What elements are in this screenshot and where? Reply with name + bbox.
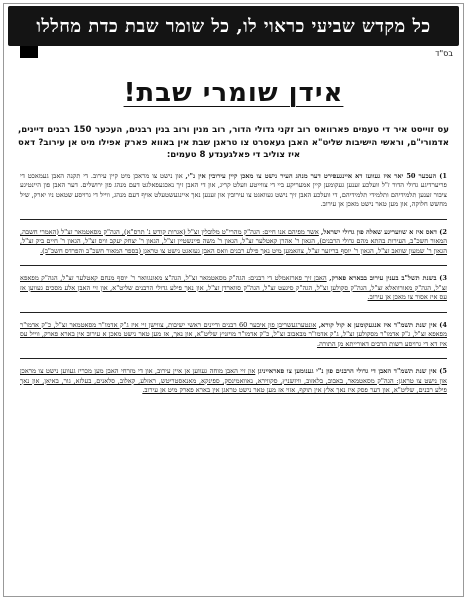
paragraph-2-lead: 2) דאס איז א שוועריגע שאלה פון גדולי ישראל, — [320, 227, 447, 236]
paragraph-3 — [20, 274, 447, 303]
divider-3 — [20, 312, 447, 313]
divider-4 — [20, 358, 447, 359]
paragraph-2 — [20, 228, 447, 257]
black-sticker — [20, 46, 38, 58]
paragraph-5-text: און זיי האבן מוחה געווען אן איין עירוב, און די מזרחי האבן מען מכריז געווען נישט צו מראכן און נישט צו טראגן: הגה"ק מסאטמאר, באבוב, בלאזוב, וויזשניץ, סקווירא, נאוואמינסק, ספינקא, מאנאסטריטש, ראזלע, קאלוב, סלאנים, בעלזא, גור, באיאן, און נאך פילע רבנים, שליט"א, און דער פסק איז נאך אלץ אין תוקף, אזוי אז מען טאר נישט טראגן אין בארא פארק מיט אן עירוב. — [20, 367, 447, 394]
paragraph-1 — [20, 172, 447, 210]
paragraph-3-lead: 3) בשנת תשל"ב בענין עירוב בבארא פארק, — [329, 274, 447, 282]
paragraph-3-text: האבן זיך פארזאמלט די רבנים: הגה"ק מסאטמאר זצ"ל, הגה"צ מאונגוואר ר' יוסף מנחם קאטלער זצ"ל, הגה"ק מפאפא זצ"ל, הגה"ק מאורוואלא זצ"ל, הגה"ק סקולען זצ"ל, הגה"ק סיגעט זצ"ל, הגה"ק סווארדן זצ"ל, און נאך פילע גדולי הרבנים שליט"א, און זיי האבן אלע מסכים געווען אז עס איז אסור צו מאכן אן עירוב. — [20, 274, 447, 301]
divider-1 — [20, 219, 447, 220]
paragraph-5-lead: 5) אין שנת תשמ"ד האבן די גדולי הרבנים פון נ"י גענומען צו פאראייניגן — [257, 367, 447, 375]
header-banner — [8, 6, 459, 46]
header-banner-text: כל מקדש שביעי כראוי לו, כל שומר שבת כדת מחללו — [36, 15, 431, 37]
paragraph-4-text: אונטערגעשריבן פון איבער 60 רבנים ודיינים ראשי ישיבות, צווישן זיי איז ג"ק אדמו"ר מסאטמאר זצ"ל, כ"ק אדמו"ר מפאפא זצ"ל, ג"ק אדמו"ר מסקולען זצ"ל, ג"ק אדמו"ר מבאבוב זצ"ל, כ"ק אדמו"ר מויזניץ שליט"א, און נאך, אז מען טאר נישט מאכן א עירוב אין בארא פארק, ווייל עס איז דא די גרויסע רשות הרבים דאורייתא מן התורה. — [20, 320, 447, 348]
page-title: אידן שומרי שבת! — [123, 78, 344, 108]
intro-paragraph: עס זוייסט איר די טעמים פארוואס רוב זקני גדולי הדור, רוב מנין ורוב בנין רבנים, העכער 150 רבנים דיינים, אדמורי"ם, וראשי הישיבות שליט"א האבן געאסרט צו טראגן שבת אין באווא פארק אפילו מיט אן עירוב? דאס איז צוליב די פאלגענדע 8 טעמים: — [18, 125, 449, 160]
paragraph-4 — [20, 321, 447, 350]
bsd-mark: בס"ד — [435, 49, 453, 58]
paragraph-1-lead: 1) העכער 50 יאר איז געוועז דא איינגעפירט דער מנהג העיר נישט צו מאכן קיין עירובין אין נ"י, — [185, 171, 447, 180]
paragraph-4-lead: 4) אין שנת תשמ"ד איז אנגעקומען א קול קורא, — [318, 320, 448, 329]
divider-2 — [20, 265, 447, 266]
paragraph-1-text: און נישט צו מראכן מיט קיין עירוב. די תקנה האבן געמאכט די פריערדיגע גדולי הדור ז"ל וועלכע זענען געקומען קיין אמעריקע ביי די צווייטע וועלט קריג, און די האבן זיך נאכגעפאלגט דעם מנהג פון ירושלים. דער האבן פון היינטיגע ציבור זענען תלמידיהם ותלמידי תלמידיהם, די וועלכע האבן זיך נישט געוואגט צו עירובין און זענען נאך איינגעשטעלט אויף דעם מנהג, ווייל די גרויסע שטאט ניו יארק, שיל מחשש חלוקה, און מען טאר נישט מאכן אן עירוב. — [20, 171, 447, 208]
paragraph-5 — [20, 367, 447, 396]
paragraph-2-text: אשר מפיהם אנו חיים: הגה"ק מהרי"ט מלובלין זצ"ל (אגרות קודש נ' תרס"א), הגה"ק מסאטמאר זצ"ל (האמרי חשבה, המאור חשכ"ב, העירות בהתא מהם גדולי הרבנים), הגאון ר' אהרן קאטלער זצ"ל, הגאון ר' משה פיינשטיין זצ"ל, הגאון ר' יצחק יעקב וויס זצ"ל, הגאון ר' חיים ביק זצ"ל, הגאון ר' שמעון שוואב זצ"ל, הגאון ר' יוסף בריזער זצ"ל, צוזאמען מיט נאך פילע רבנים וואס האבן געזאגט נישט צו טראגן (בספר המאור חשכ"ב והפרדס חשכ"ב). — [20, 227, 447, 255]
